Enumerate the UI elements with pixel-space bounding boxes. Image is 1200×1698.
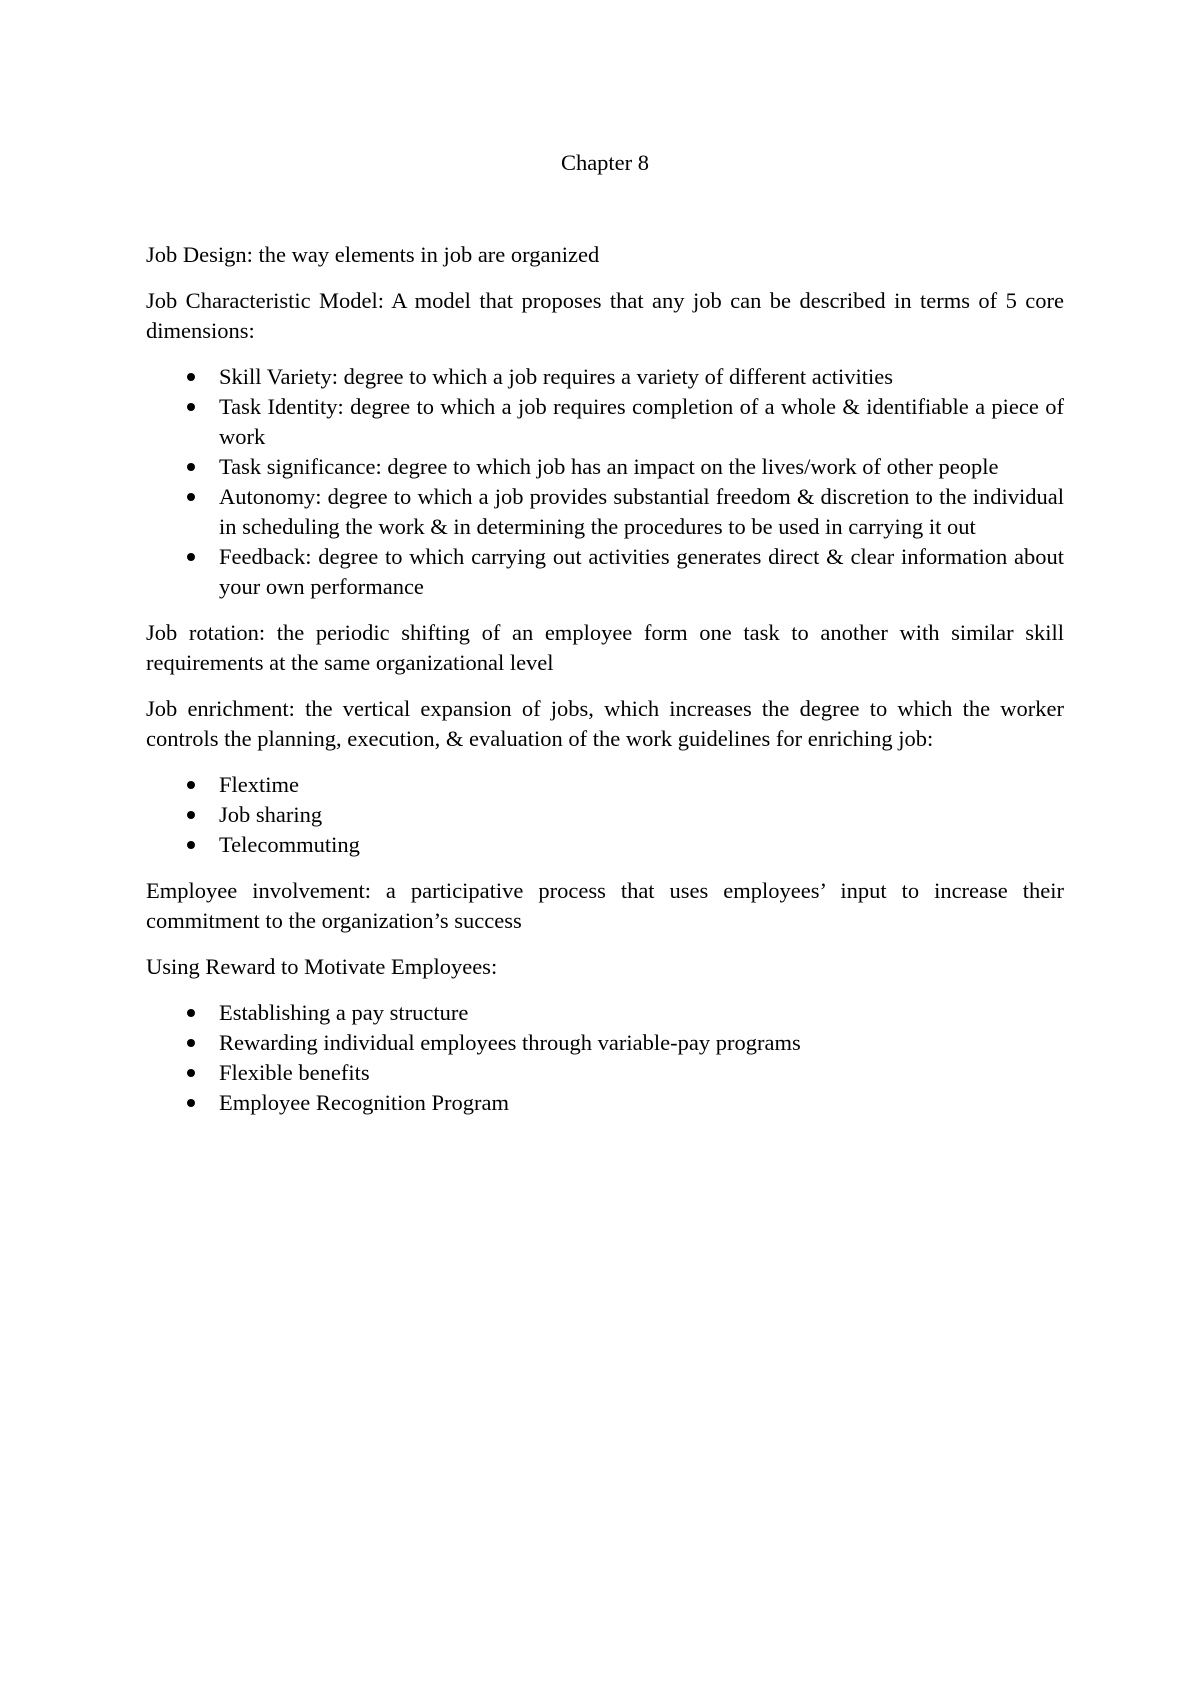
list-item-text: Job sharing bbox=[219, 802, 323, 827]
list-item-text: Task significance: degree to which job has an impact on the lives/work of other people bbox=[219, 454, 999, 479]
reward-intro: Using Reward to Motivate Employees: bbox=[146, 954, 498, 979]
bullet-icon bbox=[187, 781, 195, 789]
bullet-icon bbox=[187, 553, 195, 561]
bullet-icon bbox=[187, 493, 195, 501]
core-dimensions-list bbox=[146, 362, 1064, 602]
list-item bbox=[146, 542, 1064, 602]
bullet-icon bbox=[187, 373, 195, 381]
enrichment-guidelines-list bbox=[146, 770, 1064, 860]
list-item-text: Flextime bbox=[219, 772, 299, 797]
document-body bbox=[146, 140, 1064, 1118]
list-item-text: Employee Recognition Program bbox=[219, 1090, 509, 1115]
bullet-icon bbox=[187, 463, 195, 471]
job-design-definition: Job Design: the way elements in job are organized bbox=[146, 242, 600, 267]
chapter-title: Chapter 8 bbox=[560, 150, 650, 175]
employee-involvement-definition: Employee involvement: a participative process that uses employees’ input to increase their commitment to the organization’s success bbox=[146, 878, 1064, 933]
list-item bbox=[146, 362, 1064, 392]
bullet-icon bbox=[187, 403, 195, 411]
list-item-text: Feedback: degree to which carrying out activities generates direct & clear information about your own performance bbox=[219, 544, 1064, 599]
list-item bbox=[146, 452, 1064, 482]
list-item-text: Telecommuting bbox=[219, 832, 360, 857]
list-item bbox=[146, 830, 1064, 860]
list-item bbox=[146, 1028, 1064, 1058]
list-item-text: Skill Variety: degree to which a job requires a variety of different activities bbox=[219, 364, 893, 389]
list-item bbox=[146, 1058, 1064, 1088]
bullet-icon bbox=[187, 1039, 195, 1047]
bullet-icon bbox=[187, 811, 195, 819]
bullet-icon bbox=[187, 841, 195, 849]
reward-methods-list bbox=[146, 998, 1064, 1118]
list-item-text: Rewarding individual employees through variable-pay programs bbox=[219, 1030, 801, 1055]
bullet-icon bbox=[187, 1009, 195, 1017]
list-item bbox=[146, 800, 1064, 830]
list-item bbox=[146, 770, 1064, 800]
job-rotation-definition: Job rotation: the periodic shifting of an employee form one task to another with similar skill requirements at the same organizational level bbox=[146, 620, 1064, 675]
list-item bbox=[146, 392, 1064, 452]
list-item-text: Task Identity: degree to which a job requires completion of a whole & identifiable a piece of work bbox=[219, 394, 1064, 449]
list-item bbox=[146, 998, 1064, 1028]
list-item bbox=[146, 482, 1064, 542]
list-item-text: Flexible benefits bbox=[219, 1060, 370, 1085]
bullet-icon bbox=[187, 1099, 195, 1107]
list-item-text: Autonomy: degree to which a job provides substantial freedom & discretion to the individual in scheduling the work & in determining the procedures to be used in carrying it out bbox=[219, 484, 1064, 539]
job-enrichment-definition: Job enrichment: the vertical expansion of jobs, which increases the degree to which the worker controls the planning, execution, & evaluation of the work guidelines for enriching job: bbox=[146, 696, 1064, 751]
list-item-text: Establishing a pay structure bbox=[219, 1000, 469, 1025]
bullet-icon bbox=[187, 1069, 195, 1077]
list-item bbox=[146, 1088, 1064, 1118]
job-characteristic-model-intro: Job Characteristic Model: A model that proposes that any job can be described in terms of 5 core dimensions: bbox=[146, 288, 1064, 343]
